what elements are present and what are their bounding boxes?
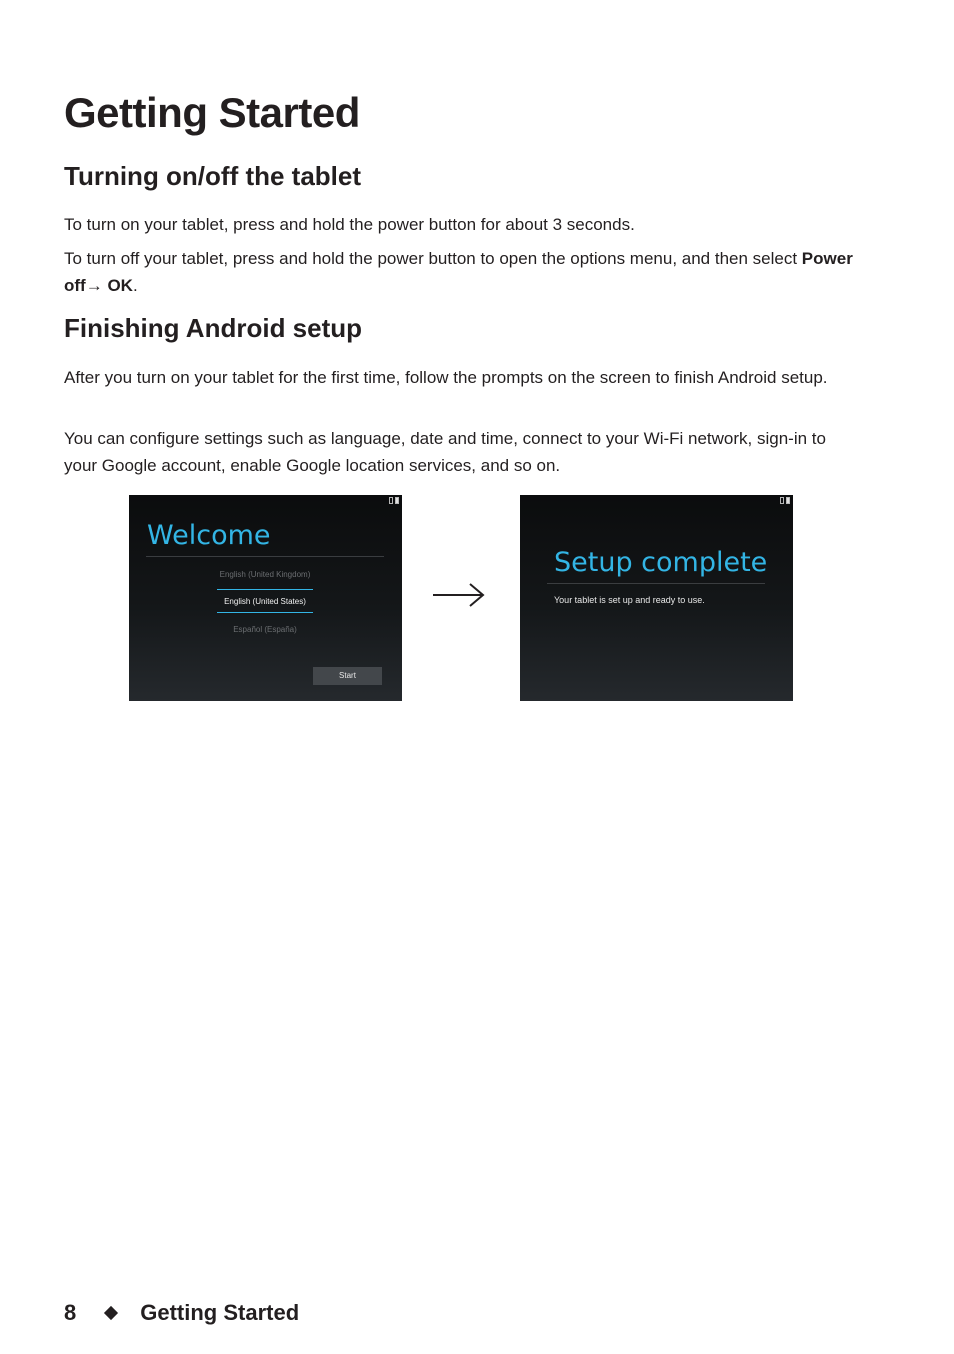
section-heading-power: Turning on/off the tablet [64, 161, 362, 191]
power-off-term: Power off [64, 249, 853, 295]
page-title: Getting Started [64, 89, 360, 136]
wifi-icon [389, 497, 393, 504]
divider [146, 556, 384, 557]
divider [547, 583, 765, 584]
language-option: English (United Kingdom) [219, 570, 311, 579]
selection-line-top [217, 589, 313, 590]
start-button: Start [313, 667, 382, 685]
battery-icon [786, 497, 790, 504]
setup-complete-screenshot [520, 495, 793, 701]
menu-arrow: → [85, 276, 108, 295]
welcome-screenshot [129, 495, 402, 701]
battery-icon [395, 497, 399, 504]
setup-paragraph-2: You can configure settings such as language, date and time, connect to your Wi-Fi network, sign-in to your Google account, enable Google location services, and so on. [64, 429, 826, 475]
ok-term: OK [107, 276, 133, 295]
section-heading-setup: Finishing Android setup [64, 313, 363, 343]
page-footer [64, 1299, 299, 1327]
wifi-icon [780, 497, 784, 504]
period: . [132, 276, 138, 295]
power-off-paragraph [64, 245, 854, 299]
selection-line-bottom [217, 612, 313, 613]
setup-paragraph-1: After you turn on your tablet for the first time, follow the prompts on the screen to finish Android setup. [64, 368, 828, 387]
power-on-paragraph: To turn on your tablet, press and hold the power button for about 3 seconds. [64, 215, 635, 234]
status-icons [780, 497, 790, 504]
setup-complete-title: Setup complete [554, 547, 768, 578]
arrow-right-icon [432, 580, 486, 610]
setup-complete-subtitle: Your tablet is set up and ready to use. [554, 595, 705, 605]
language-option: Español (España) [233, 625, 297, 634]
power-off-text: To turn off your tablet, press and hold the power button to open the options menu, and then select [64, 249, 802, 268]
page-number: 8 [64, 1300, 77, 1325]
welcome-title: Welcome [147, 520, 271, 551]
footer-section-title: Getting Started [140, 1300, 300, 1325]
diamond-icon [104, 1306, 118, 1320]
language-option-selected: English (United States) [224, 597, 306, 606]
status-icons [389, 497, 399, 504]
